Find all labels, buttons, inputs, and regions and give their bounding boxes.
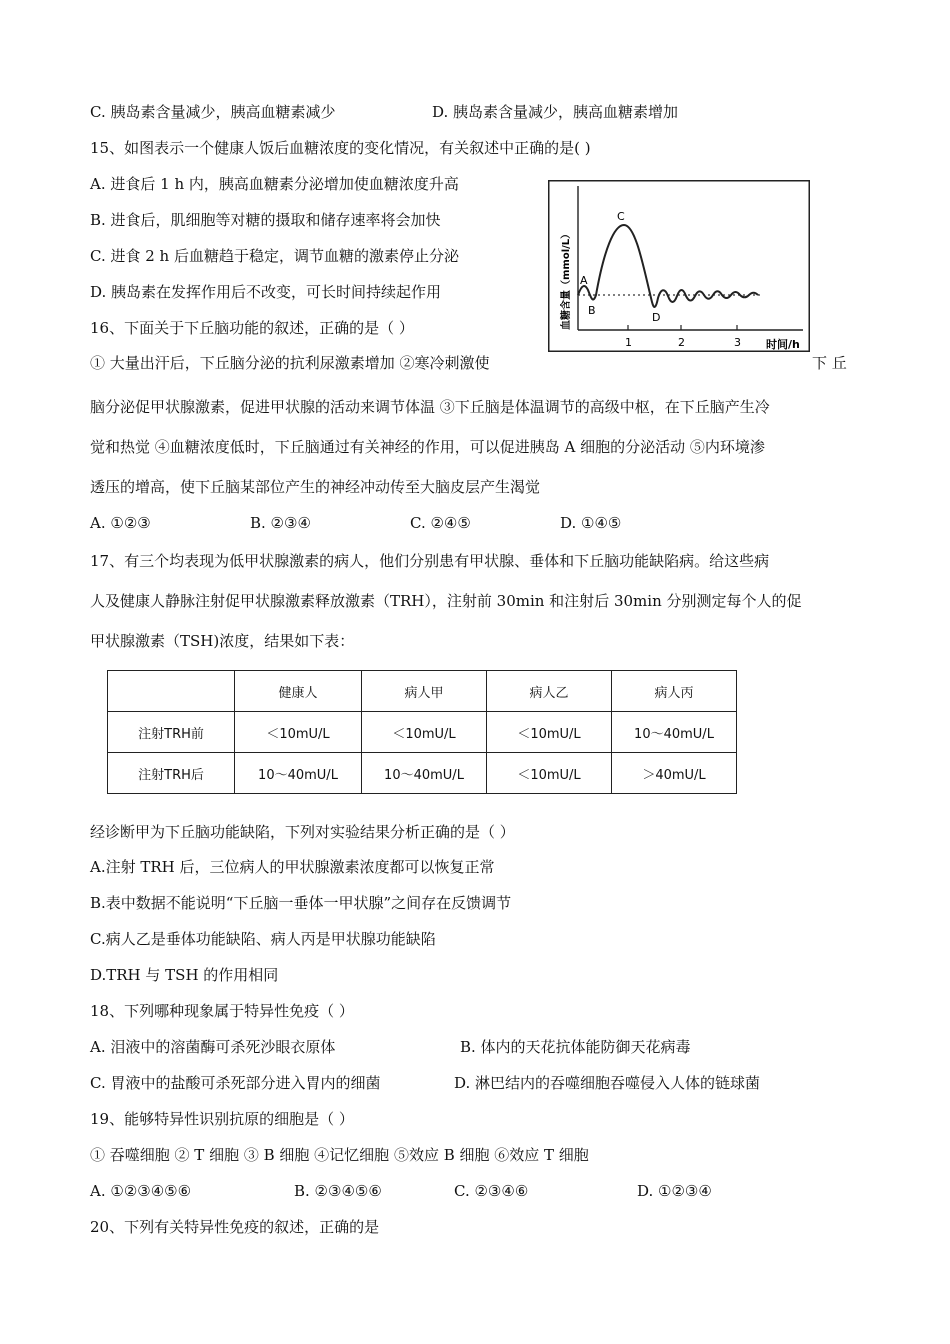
q14-option-d: D. 胰岛素含量减少，胰高血糖素增加	[432, 103, 679, 121]
tsh-table	[107, 670, 737, 794]
table-cell: 10～40mU/L	[612, 712, 737, 753]
q16-option-a: A. ①②③	[90, 514, 151, 532]
q16-line-3: 觉和热觉 ④血糖浓度低时，下丘脑通过有关神经的作用，可以促进胰岛 A 细胞的分泌活动 ⑤内环境渗	[90, 438, 765, 456]
q18-stem: 18、下列哪种现象属于特异性免疫（ ）	[90, 1002, 354, 1020]
point-a-label: A	[580, 274, 588, 287]
q16-option-b: B. ②③④	[250, 514, 311, 532]
table-cell: ＜10mU/L	[487, 712, 612, 753]
graph-frame	[549, 181, 810, 352]
table-cell: 病人甲	[362, 671, 487, 712]
table-cell	[108, 671, 235, 712]
x-tick-label: 2	[678, 336, 685, 349]
q16-line-4: 透压的增高，使下丘脑某部位产生的神经冲动传至大脑皮层产生渴觉	[90, 478, 541, 496]
q17-after-table: 经诊断甲为下丘脑功能缺陷，下列对实验结果分析正确的是（ ）	[90, 823, 515, 841]
q16-line-1: ① 大量出汗后，下丘脑分泌的抗利尿激素增加 ②寒冷刺激使	[90, 354, 490, 372]
blood-glucose-graph	[548, 180, 810, 352]
q18-option-d: D. 淋巴结内的吞噬细胞吞噬侵入人体的链球菌	[454, 1074, 761, 1092]
table-cell: ＜10mU/L	[487, 753, 612, 794]
q19-items: ① 吞噬细胞 ② T 细胞 ③ B 细胞 ④记忆细胞 ⑤效应 B 细胞 ⑥效应 T 细胞	[90, 1146, 589, 1164]
q19-option-b: B. ②③④⑤⑥	[294, 1182, 382, 1200]
table-cell: 10～40mU/L	[235, 753, 362, 794]
table-cell: 10～40mU/L	[362, 753, 487, 794]
q17-option-c: C.病人乙是垂体功能缺陷、病人丙是甲状腺功能缺陷	[90, 930, 436, 948]
x-axis-label: 时间/h	[766, 338, 800, 351]
q15-stem: 15、如图表示一个健康人饭后血糖浓度的变化情况，有关叙述中正确的是( )	[90, 139, 591, 157]
q16-option-d: D. ①④⑤	[560, 514, 622, 532]
q17-option-d: D.TRH 与 TSH 的作用相同	[90, 966, 279, 984]
q18-option-a: A. 泪液中的溶菌酶可杀死沙眼衣原体	[90, 1038, 336, 1056]
q15-option-b: B. 进食后，肌细胞等对糖的摄取和储存速率将会加快	[90, 211, 441, 229]
q17-option-a: A.注射 TRH 后，三位病人的甲状腺激素浓度都可以恢复正常	[90, 858, 495, 876]
x-tick-label: 3	[734, 336, 741, 349]
point-b-label: B	[588, 304, 596, 317]
point-c-label: C	[617, 210, 625, 223]
table-row	[108, 753, 737, 794]
q15-option-c: C. 进食 2 h 后血糖趋于稳定，调节血糖的激素停止分泌	[90, 247, 459, 265]
table-cell: 健康人	[235, 671, 362, 712]
q16-stem: 16、下面关于下丘脑功能的叙述，正确的是（ ）	[90, 319, 414, 337]
table-cell: 病人乙	[487, 671, 612, 712]
q15-option-d: D. 胰岛素在发挥作用后不改变，可长时间持续起作用	[90, 283, 442, 301]
q19-stem: 19、能够特异性识别抗原的细胞是（ ）	[90, 1110, 354, 1128]
q18-option-c: C. 胃液中的盐酸可杀死部分进入胃内的细菌	[90, 1074, 381, 1092]
table-cell: 注射TRH前	[108, 712, 235, 753]
table-cell: ＜10mU/L	[235, 712, 362, 753]
q16-line-1-tail: 下 丘	[812, 354, 847, 372]
table-cell: ＞40mU/L	[612, 753, 737, 794]
q15-option-a: A. 进食后 1 h 内，胰高血糖素分泌增加使血糖浓度升高	[90, 175, 459, 193]
q17-option-b: B.表中数据不能说明“下丘脑一垂体一甲状腺”之间存在反馈调节	[90, 894, 512, 912]
table-cell: 病人丙	[612, 671, 737, 712]
q14-option-c: C. 胰岛素含量减少，胰高血糖素减少	[90, 103, 336, 121]
table-header-row	[108, 671, 737, 712]
x-tick-label: 1	[625, 336, 632, 349]
q19-option-d: D. ①②③④	[637, 1182, 712, 1200]
q16-option-c: C. ②④⑤	[410, 514, 471, 532]
table-cell: ＜10mU/L	[362, 712, 487, 753]
q17-line-3: 甲状腺激素（TSH)浓度，结果如下表：	[90, 632, 355, 650]
q17-line-1: 17、有三个均表现为低甲状腺激素的病人，他们分别患有甲状腺、垂体和下丘脑功能缺陷病。给这些病	[90, 552, 770, 570]
y-axis-label: 血糖含量（mmol/L）	[561, 228, 572, 330]
q18-option-b: B. 体内的天花抗体能防御天花病毒	[460, 1038, 691, 1056]
q19-option-c: C. ②③④⑥	[454, 1182, 529, 1200]
table-row	[108, 712, 737, 753]
q16-line-2: 脑分泌促甲状腺激素，促进甲状腺的活动来调节体温 ③下丘脑是体温调节的高级中枢，在下丘脑产生冷	[90, 398, 770, 416]
table-cell: 注射TRH后	[108, 753, 235, 794]
q20-stem: 20、下列有关特异性免疫的叙述，正确的是	[90, 1218, 380, 1236]
point-d-label: D	[652, 311, 661, 324]
q19-option-a: A. ①②③④⑤⑥	[90, 1182, 192, 1200]
q17-line-2: 人及健康人静脉注射促甲状腺激素释放激素（TRH），注射前 30min 和注射后 30min 分别测定每个人的促	[90, 592, 802, 610]
